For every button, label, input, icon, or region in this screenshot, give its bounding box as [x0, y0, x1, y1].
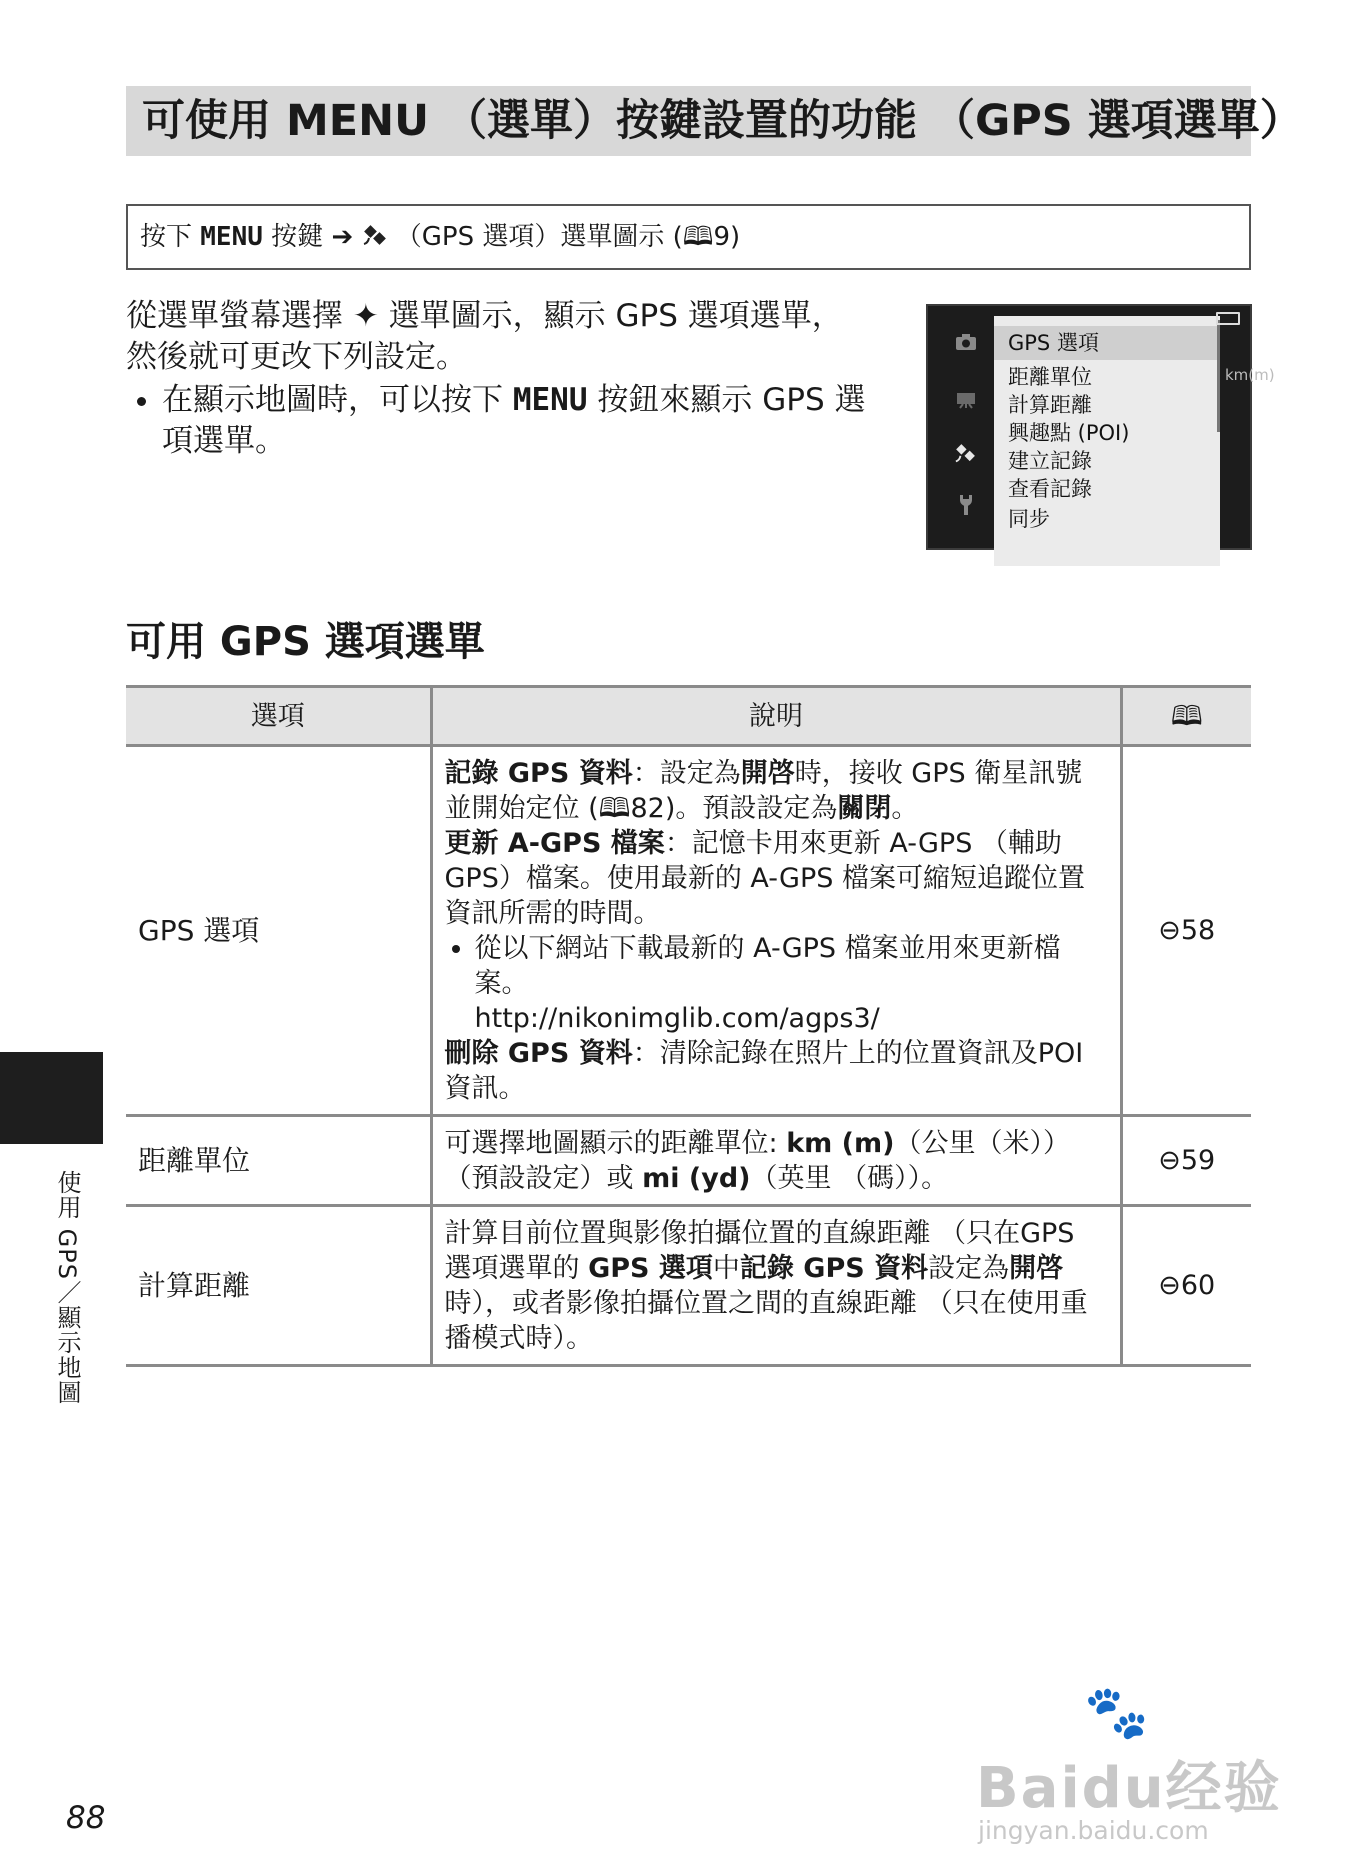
page-title: 可使用 MENU （選單）按鍵設置的功能 （GPS 選項選單）	[142, 96, 1303, 146]
page-reference: ⊖58	[1121, 746, 1251, 1116]
chapter-tab	[0, 1052, 103, 1144]
desc-term: 記錄 GPS 資料	[739, 1252, 929, 1284]
book-icon: 🕮	[682, 222, 714, 252]
section-heading: 可用 GPS 選項選單	[126, 619, 485, 665]
desc-text: 可選擇地圖顯示的距離單位:	[444, 1127, 787, 1159]
desc-term: mi (yd)	[642, 1162, 751, 1194]
navigation-path	[128, 206, 1249, 268]
desc-term: 開啓	[740, 757, 795, 789]
intro-bullets	[126, 380, 896, 462]
page-reference: ⊖59	[1121, 1116, 1251, 1206]
menu-key-label: MENU	[512, 382, 588, 418]
screen-menu-item[interactable]: 距離單位	[1008, 365, 1092, 389]
title-bar	[126, 86, 1303, 156]
intro-line-2: 然後就可更改下列設定。	[126, 339, 467, 375]
table-row	[126, 746, 1251, 1116]
table-row	[126, 1206, 1251, 1366]
desc-text: ：記憶卡用來更新 A-GPS （輔助GPS）檔案。使用最新的 A-GPS 檔案可縮短追蹤位置資訊所需的時間。	[444, 827, 1085, 929]
intro-line-1: 從選單螢幕選擇 ✦ 選單圖示，顯示 GPS 選項選單，	[126, 298, 843, 334]
bullet-text-pre: 在顯示地圖時，可以按下	[162, 382, 513, 418]
desc-text: 計算目前位置與影像拍攝位置的直線距離 （只在GPS 選項選單的	[444, 1217, 1075, 1284]
option-name: GPS 選項	[126, 746, 431, 1116]
bullet-text-post: 按鈕來顯示 GPS 選項選單。	[162, 382, 866, 459]
screen-mode-icons	[942, 328, 990, 538]
header-ref-book-icon: 🕮	[1121, 687, 1251, 746]
desc-text: 中	[712, 1252, 740, 1284]
screen-scrollbar[interactable]	[1217, 320, 1220, 432]
page-number: 88	[66, 1800, 106, 1836]
watermark-brand: Baidu经验	[976, 1756, 1282, 1821]
screen-menu-item[interactable]: 計算距離	[1008, 393, 1092, 417]
desc-para	[445, 756, 1108, 826]
desc-para	[445, 1036, 1108, 1106]
screen-menu-item[interactable]: 興趣點 (POI)	[1008, 421, 1130, 445]
unit-indicator: km(m)	[1225, 366, 1275, 384]
screen-menu-item[interactable]: 同步	[1008, 507, 1050, 531]
nav-rest-text: （GPS 選項）選單圖示 (	[395, 222, 683, 252]
screen-menu-item[interactable]: GPS 選項	[994, 326, 1220, 360]
desc-text: 82)。預設設定為	[630, 792, 838, 824]
book-icon: 🕮	[598, 792, 631, 824]
intro-bullet	[162, 380, 896, 462]
header-description: 說明	[431, 687, 1121, 746]
watermark-domain: jingyan.baidu.com	[978, 1816, 1209, 1845]
desc-text: ：設定為	[632, 757, 741, 789]
desc-term: 記錄 GPS 資料	[444, 757, 633, 789]
nav-page-ref: 9)	[713, 222, 741, 252]
option-name: 計算距離	[126, 1206, 431, 1366]
desc-text: 。	[891, 792, 919, 824]
option-description	[431, 1206, 1121, 1366]
option-name: 距離單位	[126, 1116, 431, 1206]
chapter-label: 使用 GPS／顯示地圖	[53, 1170, 81, 1405]
wrench-icon	[942, 494, 990, 522]
camera-icon	[942, 332, 990, 357]
download-url[interactable]: http://nikonimglib.com/agps3/	[474, 1002, 880, 1034]
header-option: 選項	[126, 687, 431, 746]
desc-term: 刪除 GPS 資料	[444, 1037, 633, 1069]
battery-icon	[1216, 312, 1240, 325]
page-reference: ⊖60	[1121, 1206, 1251, 1366]
movie-icon	[942, 390, 990, 415]
screen-menu-list	[994, 316, 1220, 566]
desc-term: 開啓	[1009, 1252, 1064, 1284]
desc-text: （公里（米））（預設設定）或	[444, 1127, 1070, 1194]
desc-term: GPS 選項	[588, 1252, 713, 1284]
desc-term: 關閉	[837, 792, 892, 824]
gps-icon	[942, 442, 990, 472]
option-description	[431, 1116, 1121, 1206]
option-description	[431, 746, 1121, 1116]
arrow-icon: ➔	[331, 222, 354, 252]
desc-text: 時），或者影像拍攝位置之間的直線距離 （只在使用重播模式時）。	[444, 1287, 1088, 1354]
screen-menu-item[interactable]: 建立記錄	[1008, 449, 1092, 473]
nav-press-text: 按下	[140, 222, 193, 252]
desc-term: 更新 A-GPS 檔案	[444, 827, 665, 859]
table-row	[126, 1116, 1251, 1206]
screen-menu-item[interactable]: 查看記錄	[1008, 477, 1092, 501]
camera-screen-illustration	[926, 304, 1275, 550]
desc-text: （英里 （碼））。	[750, 1162, 949, 1194]
navigation-path-box	[126, 204, 1251, 270]
desc-bullet	[475, 931, 1108, 1036]
menu-key-label: MENU	[200, 222, 263, 252]
desc-text: ：清除記錄在照片上的位置資訊及POI 資訊。	[444, 1037, 1084, 1104]
desc-bullets	[445, 931, 1108, 1036]
paw-icon: 🐾	[1084, 1683, 1149, 1743]
desc-term: km (m)	[786, 1127, 895, 1159]
options-table	[126, 685, 1251, 1367]
desc-text: 時，接收 GPS 衛星訊號並開始定位 (	[444, 757, 1083, 824]
table-header-row	[126, 687, 1251, 746]
desc-para	[445, 826, 1108, 931]
nav-key-word: 按鍵	[271, 222, 324, 252]
intro-text	[126, 296, 896, 462]
desc-text: 從以下網站下載最新的 A-GPS 檔案並用來更新檔案。	[474, 932, 1061, 999]
desc-text: 設定為	[928, 1252, 1010, 1284]
gps-menu-icon	[362, 209, 388, 233]
